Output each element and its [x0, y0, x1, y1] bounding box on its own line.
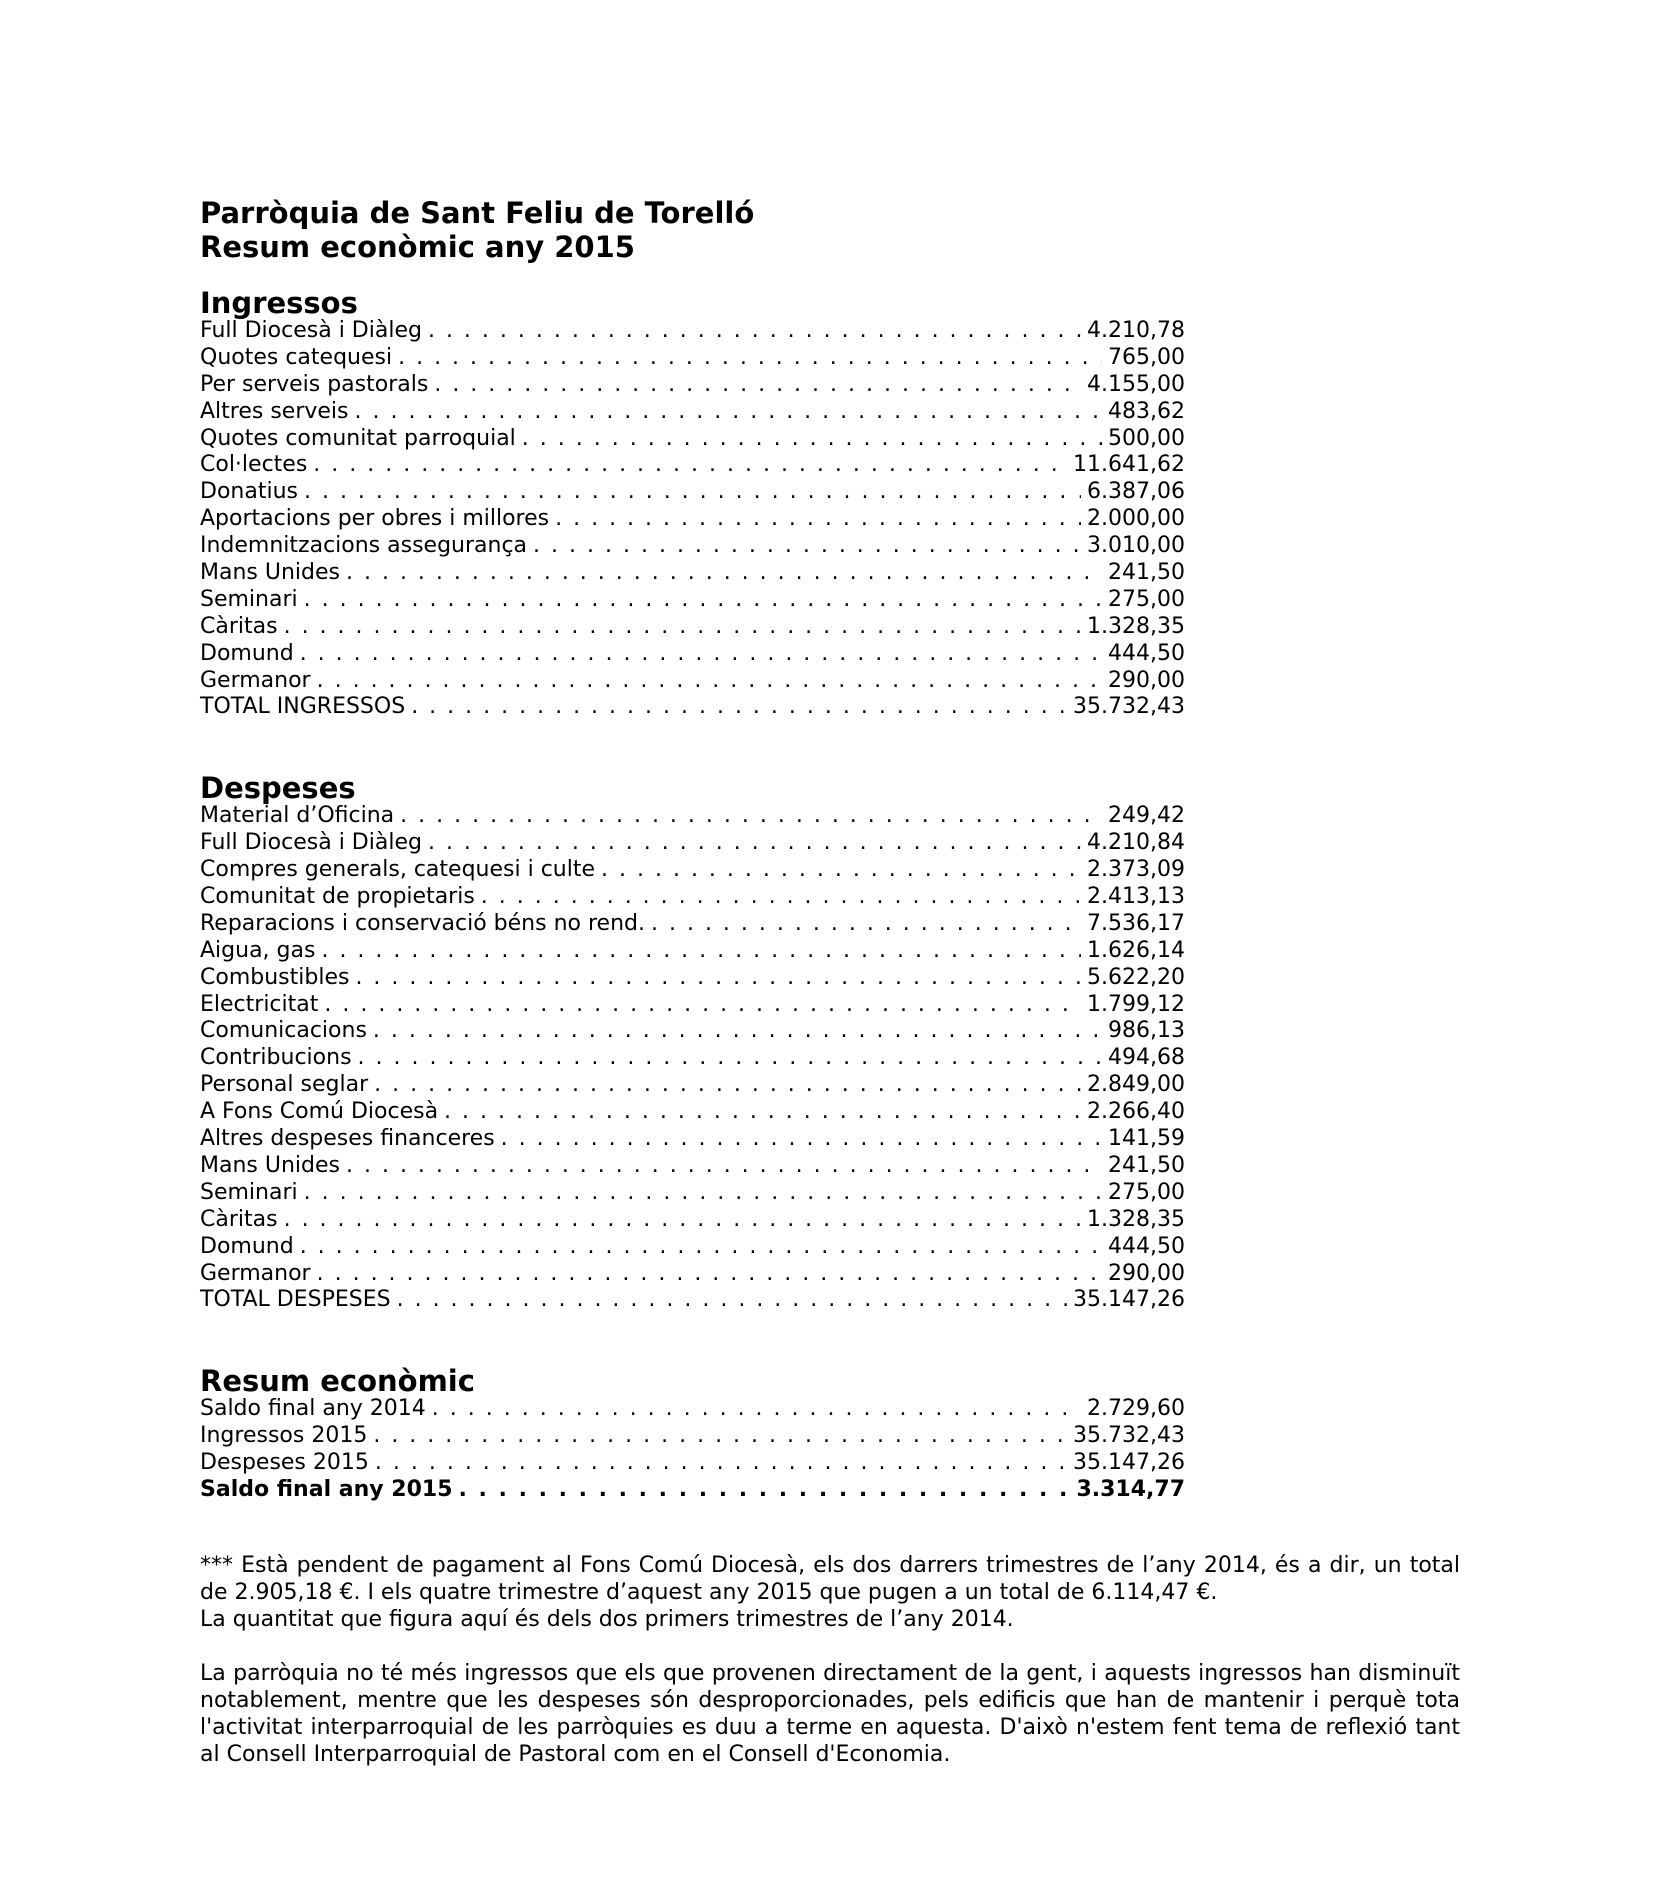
dot-leader — [284, 614, 1081, 641]
table-row — [200, 1423, 1185, 1450]
row-value: 290,00 — [1108, 667, 1185, 693]
dot-leader — [346, 560, 1102, 587]
row-label: Material d’Oficina — [200, 803, 395, 829]
row-value: 3.314,77 — [1076, 1476, 1185, 1502]
row-value: 35.147,26 — [1073, 1287, 1185, 1313]
table-row — [200, 668, 1185, 695]
row-label: Comunitat de propietaris — [200, 884, 475, 910]
row-value: 35.147,26 — [1073, 1450, 1185, 1476]
dot-leader — [313, 452, 1067, 479]
row-label: Seminari — [200, 1179, 298, 1205]
row-value: 1.799,12 — [1087, 991, 1185, 1017]
dot-leader — [555, 506, 1081, 533]
row-label: Col·lectes — [200, 452, 308, 478]
row-label: Reparacions i conservació béns no rend. — [200, 910, 645, 936]
table-row — [200, 1450, 1185, 1477]
row-value: 275,00 — [1108, 1179, 1185, 1205]
row-label: Quotes catequesi — [200, 344, 393, 370]
row-value: 290,00 — [1108, 1260, 1185, 1286]
income-title: Ingressos — [200, 286, 358, 320]
row-value: 2.000,00 — [1087, 506, 1185, 532]
row-label: Quotes comunitat parroquial — [200, 425, 516, 451]
row-value: 35.732,43 — [1073, 694, 1185, 720]
table-row — [200, 1287, 1185, 1314]
row-label: Donatius — [200, 479, 298, 505]
dot-leader — [304, 587, 1102, 614]
table-row — [200, 1126, 1185, 1153]
dot-leader — [428, 318, 1081, 345]
row-value: 1.626,14 — [1087, 937, 1185, 963]
dot-leader — [300, 641, 1102, 668]
row-label: Comunicacions — [200, 1018, 367, 1044]
table-row — [200, 884, 1185, 911]
dot-leader — [346, 1153, 1102, 1180]
dot-leader — [432, 1396, 1081, 1423]
dot-leader — [522, 426, 1102, 453]
row-value: 2.849,00 — [1087, 1072, 1185, 1098]
row-label: Compres generals, catequesi i culte — [200, 857, 596, 883]
dot-leader — [317, 668, 1102, 695]
dot-leader — [324, 992, 1081, 1019]
row-label: TOTAL INGRESSOS — [200, 694, 406, 720]
dot-leader — [459, 1477, 1071, 1504]
dot-leader — [304, 1180, 1102, 1207]
dot-leader — [284, 1207, 1081, 1234]
table-row — [200, 318, 1185, 345]
row-label: Seminari — [200, 586, 298, 612]
dot-leader — [373, 1423, 1067, 1450]
dot-leader — [400, 803, 1102, 830]
dot-leader — [358, 1045, 1102, 1072]
row-label: Full Diocesà i Diàleg — [200, 830, 422, 856]
row-value: 4.155,00 — [1087, 371, 1185, 397]
dot-leader — [317, 1261, 1102, 1288]
row-value: 275,00 — [1108, 586, 1185, 612]
table-row — [200, 1018, 1185, 1045]
summary-section — [200, 1366, 1460, 1504]
row-value: 11.641,62 — [1073, 452, 1185, 478]
document-header — [200, 196, 1460, 264]
row-label: Germanor — [200, 1260, 311, 1286]
row-value: 7.536,17 — [1087, 910, 1185, 936]
dot-leader — [300, 1234, 1102, 1261]
row-value: 2.373,09 — [1087, 857, 1185, 883]
row-value: 483,62 — [1108, 398, 1185, 424]
row-label: A Fons Comú Diocesà — [200, 1099, 439, 1125]
row-label: Mans Unides — [200, 560, 340, 586]
row-label: Domund — [200, 1233, 294, 1259]
dot-leader — [355, 965, 1081, 992]
dot-leader — [398, 345, 1102, 372]
summary-list — [200, 1396, 1185, 1504]
row-value: 35.732,43 — [1073, 1423, 1185, 1449]
dot-leader — [397, 1287, 1067, 1314]
table-row — [200, 533, 1185, 560]
row-label: Aportacions per obres i millores — [200, 506, 550, 532]
row-label: Germanor — [200, 667, 311, 693]
table-row — [200, 641, 1185, 668]
row-value: 765,00 — [1108, 344, 1185, 370]
table-row — [200, 506, 1185, 533]
row-label: Ingressos 2015 — [200, 1423, 368, 1449]
table-row — [200, 1477, 1185, 1504]
parish-name: Parròquia de Sant Feliu de Torelló — [200, 196, 755, 230]
expenses-list — [200, 803, 1185, 1314]
dot-leader — [428, 830, 1081, 857]
dot-leader — [321, 938, 1081, 965]
income-list — [200, 318, 1185, 721]
dot-leader — [601, 857, 1081, 884]
row-label: TOTAL DESPESES — [200, 1287, 391, 1313]
row-value: 6.387,06 — [1087, 479, 1185, 505]
row-label: Despeses 2015 — [200, 1450, 369, 1476]
dot-leader — [481, 884, 1081, 911]
row-value: 141,59 — [1108, 1126, 1185, 1152]
table-row — [200, 479, 1185, 506]
row-value: 1.328,35 — [1087, 613, 1185, 639]
dot-leader — [355, 399, 1103, 426]
expenses-title: Despeses — [200, 771, 356, 806]
row-label: Per serveis pastorals — [200, 371, 429, 397]
table-row — [200, 694, 1185, 721]
dot-leader — [374, 1072, 1081, 1099]
dot-leader — [444, 1099, 1081, 1126]
table-row — [200, 1099, 1185, 1126]
expenses-section — [200, 773, 1460, 1314]
row-value: 4.210,78 — [1087, 318, 1185, 343]
row-value: 5.622,20 — [1087, 964, 1185, 990]
row-value: 500,00 — [1108, 425, 1185, 451]
row-label: Domund — [200, 640, 294, 666]
table-row — [200, 426, 1185, 453]
row-value: 2.729,60 — [1087, 1396, 1185, 1422]
row-label: Saldo final any 2015 — [200, 1476, 453, 1502]
notes-section — [200, 1552, 1460, 1768]
row-value: 241,50 — [1108, 560, 1185, 586]
row-value: 3.010,00 — [1087, 533, 1185, 559]
table-row — [200, 614, 1185, 641]
table-row — [200, 372, 1185, 399]
row-label: Aigua, gas — [200, 937, 316, 963]
dot-leader — [651, 911, 1081, 938]
table-row — [200, 345, 1185, 372]
table-row — [200, 1072, 1185, 1099]
row-label: Electricitat — [200, 991, 319, 1017]
row-label: Mans Unides — [200, 1152, 340, 1178]
table-row — [200, 830, 1185, 857]
row-label: Combustibles — [200, 964, 350, 990]
income-section — [200, 288, 1460, 721]
row-label: Altres despeses financeres — [200, 1126, 495, 1152]
row-value: 2.413,13 — [1087, 884, 1185, 910]
dot-leader — [375, 1450, 1067, 1477]
row-value: 1.328,35 — [1087, 1206, 1185, 1232]
row-label: Indemnitzacions assegurança — [200, 533, 528, 559]
dot-leader — [533, 533, 1081, 560]
row-value: 444,50 — [1108, 1233, 1185, 1259]
row-value: 986,13 — [1108, 1018, 1185, 1044]
report-title: Resum econòmic any 2015 — [200, 230, 635, 264]
row-value: 249,42 — [1108, 803, 1185, 829]
table-row — [200, 452, 1185, 479]
document-page — [200, 196, 1460, 1768]
dot-leader — [304, 479, 1081, 506]
table-row — [200, 399, 1185, 426]
summary-title: Resum econòmic — [200, 1364, 475, 1399]
table-row — [200, 1234, 1185, 1261]
table-row — [200, 1261, 1185, 1288]
row-label: Contribucions — [200, 1045, 352, 1071]
table-row — [200, 1180, 1185, 1207]
row-label: Saldo final any 2014 — [200, 1396, 426, 1422]
dot-leader — [411, 694, 1067, 721]
row-value: 444,50 — [1108, 640, 1185, 666]
note-reflection: La parròquia no té més ingressos que els que provenen directament de la gent, i aquests ingressos han disminuït notablement, mentre que les despeses són desproporcionades, pels edificis que han de mantenir i perquè tota l'activitat interparroquial de les parròquies es duu a terme en aquesta. D'això n'estem fent tema de reflexió tant al Consell Interparroquial de Pastoral com en el Consell d'Economia. — [200, 1660, 1460, 1767]
table-row — [200, 587, 1185, 614]
table-row — [200, 911, 1185, 938]
row-value: 494,68 — [1108, 1045, 1185, 1071]
table-row — [200, 965, 1185, 992]
row-label: Full Diocesà i Diàleg — [200, 318, 422, 343]
table-row — [200, 992, 1185, 1019]
row-value: 4.210,84 — [1087, 830, 1185, 856]
table-row — [200, 1396, 1185, 1423]
table-row — [200, 938, 1185, 965]
dot-leader — [501, 1126, 1102, 1153]
row-value: 241,50 — [1108, 1152, 1185, 1178]
table-row — [200, 857, 1185, 884]
dot-leader — [434, 372, 1081, 399]
note-pending-payment: *** Està pendent de pagament al Fons Comú Diocesà, els dos darrers trimestres de l’any 2014, és a dir, un total de 2.905,18 €. I els quatre trimestre d’aquest any 2015 que pugen a un total de 6.114,47 €. — [200, 1552, 1460, 1605]
dot-leader — [373, 1018, 1102, 1045]
table-row — [200, 1045, 1185, 1072]
table-row — [200, 803, 1185, 830]
table-row — [200, 1207, 1185, 1234]
table-row — [200, 1153, 1185, 1180]
row-label: Personal seglar — [200, 1072, 369, 1098]
table-row — [200, 560, 1185, 587]
row-label: Càritas — [200, 613, 278, 639]
row-value: 2.266,40 — [1087, 1099, 1185, 1125]
row-label: Càritas — [200, 1206, 278, 1232]
row-label: Altres serveis — [200, 398, 349, 424]
note-quantity: La quantitat que figura aquí és dels dos primers trimestres de l’any 2014. — [200, 1606, 1014, 1632]
